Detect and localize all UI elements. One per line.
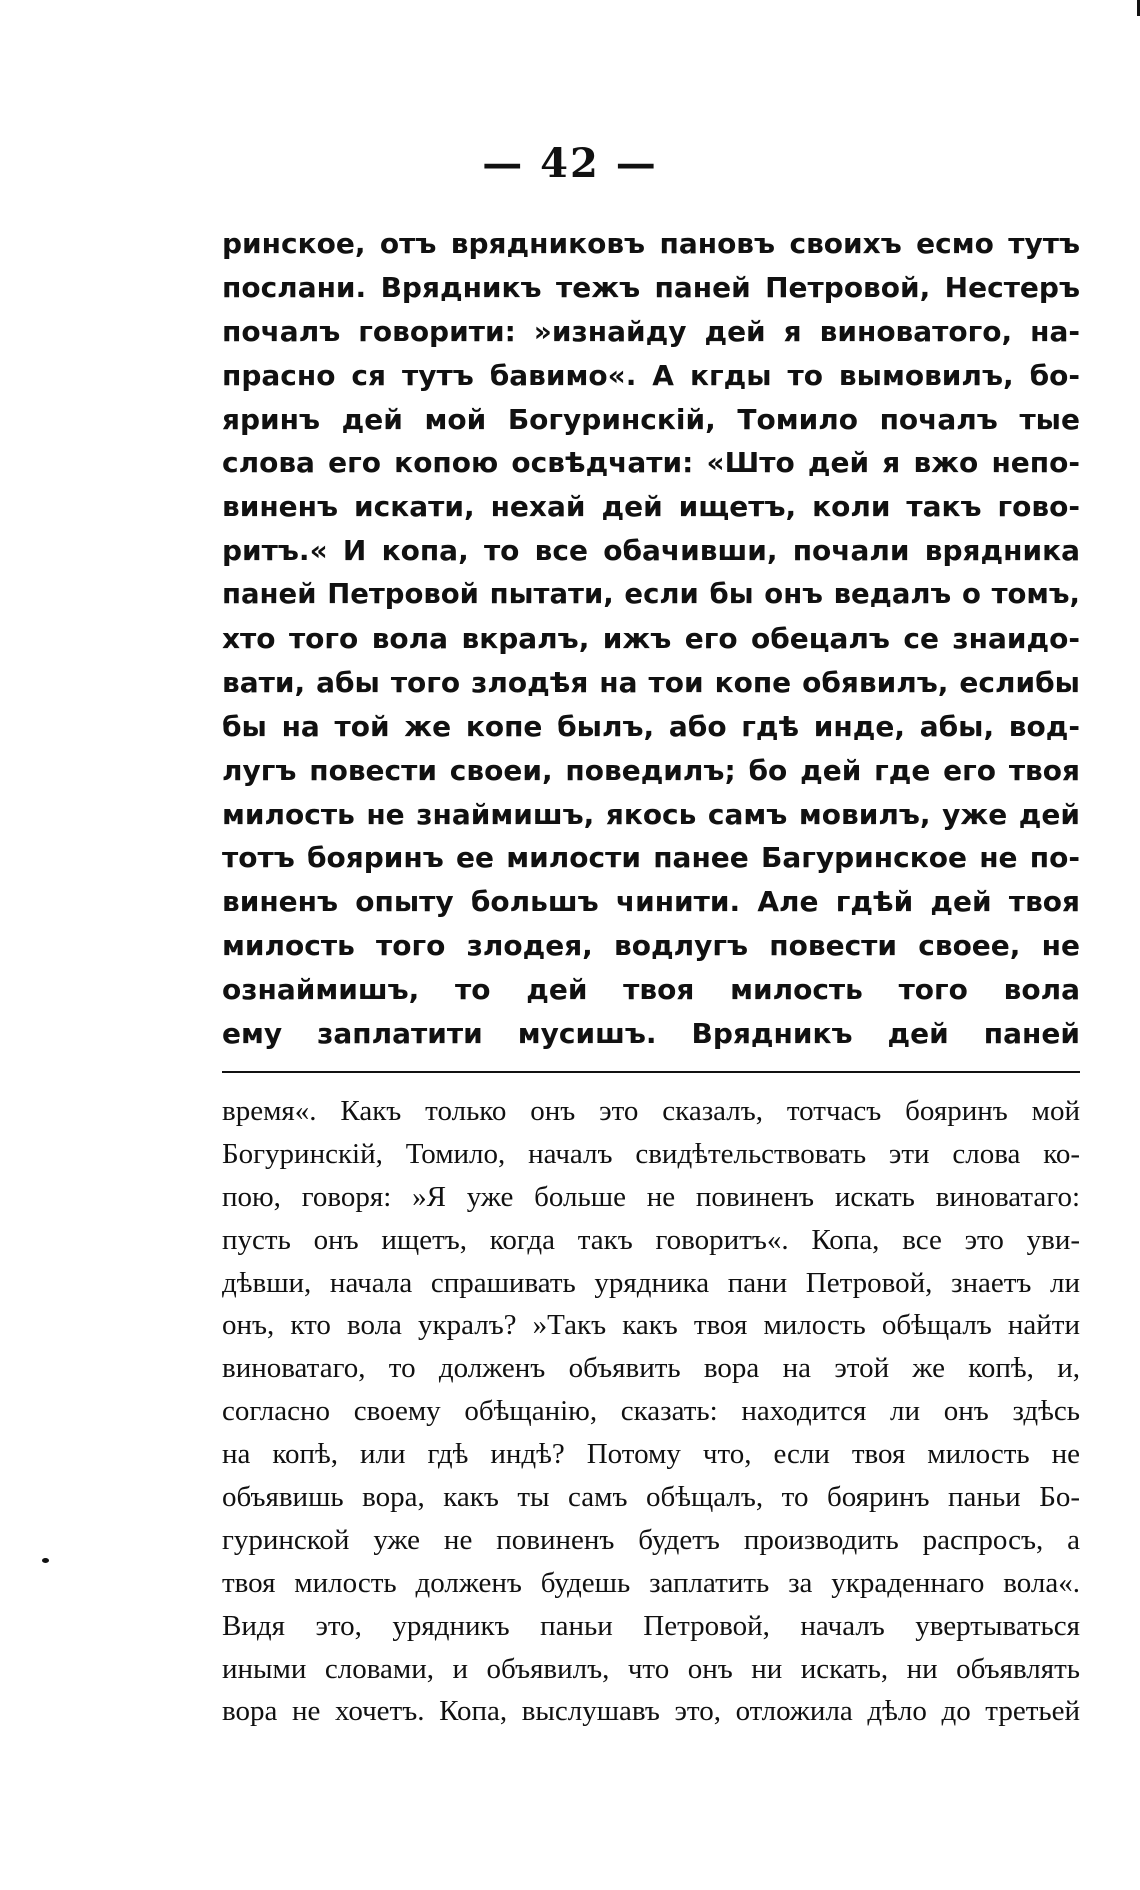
translation-text-block [222,1090,1080,1733]
text-line: виненъ опыту большъ чинити. Але гдѣй дей твоя [222,885,1080,919]
text-line: твоя милость долженъ будешь заплатить за украденнаго вола«. [222,1566,1080,1599]
text-line: паней Петровой пытати, если бы онъ ведалъ о томъ, [222,578,1080,611]
text-line: ринское, отъ врядниковъ пановъ своихъ есмо тутъ [222,227,1080,260]
text-line: бы на той же копе былъ, або гдѣ инде, абы, вод- [222,709,1080,743]
text-line: согласно своему обѣщанію, сказать: находится ли онъ здѣсь [222,1395,1080,1428]
text-line: милость не знаймишъ, якось самъ мовилъ, уже дей [222,797,1080,831]
text-line: виноватаго, то долженъ объявить вора на этой же копѣ, и, [222,1352,1080,1385]
text-line: иными словами, и объявилъ, что онъ ни искать, ни объявлять [222,1652,1080,1685]
text-line: лугъ повести своеи, поведилъ; бо дей где его твоя [222,753,1080,787]
text-line: милость того злодея, водлугъ повести своее, не [222,929,1080,963]
margin-dot [42,1558,49,1563]
text-line: тотъ бояринъ ее милости панее Багуринское не по- [222,841,1080,875]
page-number: — 42 — [482,140,658,187]
text-line: вора не хочетъ. Копа, выслушавъ это, отложила дѣло до третьей [222,1695,1080,1728]
text-line: ему заплатити мусишъ. Врядникъ дей паней [222,1017,1080,1051]
text-line: онъ, кто вола укралъ? »Такъ какъ твоя милость обѣщалъ найти [222,1309,1080,1342]
text-line: на копѣ, или гдѣ индѣ? Потому что, если твоя милость не [222,1438,1080,1471]
text-line: дѣвши, начала спрашивать урядника пани Петровой, знаетъ ли [222,1266,1080,1299]
text-line: пусть онъ ищетъ, когда такъ говоритъ«. Копа, все это уви- [222,1223,1080,1256]
text-line: хто того вола вкралъ, ижъ его обецалъ се знаидо- [222,622,1080,656]
text-line: слова его копою освѣдчати: «Што дей я вжо непо- [222,446,1080,480]
text-line: Видя это, урядникъ паньи Петровой, началъ увертываться [222,1609,1080,1642]
text-line: пою, говоря: »Я уже больше не повиненъ искать виноватаго: [222,1180,1080,1213]
text-line: яринъ дей мой Богуринскій, Томило почалъ тые [222,402,1080,436]
text-line: гуринской уже не повиненъ будетъ производить распросъ, а [222,1523,1080,1556]
text-line: почалъ говорити: »изнайду дей я виноватого, на- [222,314,1080,348]
section-divider [222,1071,1080,1073]
text-line: послани. Врядникъ тежъ паней Петровой, Нестеръ [222,270,1080,304]
text-line: прасно ся тутъ бавимо«. А кгды то вымовилъ, бо- [222,358,1080,392]
text-line: объявишь вора, какъ ты самъ обѣщалъ, то бояринъ паньи Бо- [222,1481,1080,1514]
text-line: время«. Какъ только онъ это сказалъ, тотчасъ бояринъ мой [222,1095,1080,1127]
text-line: вати, абы того злодѣя на тои копе обявилъ, еслибы [222,665,1080,699]
text-line: виненъ искати, нехай дей ищетъ, коли такъ гово- [222,490,1080,524]
text-line: Богуринскій, Томило, началъ свидѣтельствовать эти слова ко- [222,1137,1080,1170]
edge-scan-mark [1129,0,1140,16]
original-text-block [222,222,1080,1056]
text-line: ритъ.« И копа, то все обачивши, почали врядника [222,534,1080,568]
text-line: ознаймишъ, то дей твоя милость того вола [222,973,1080,1007]
